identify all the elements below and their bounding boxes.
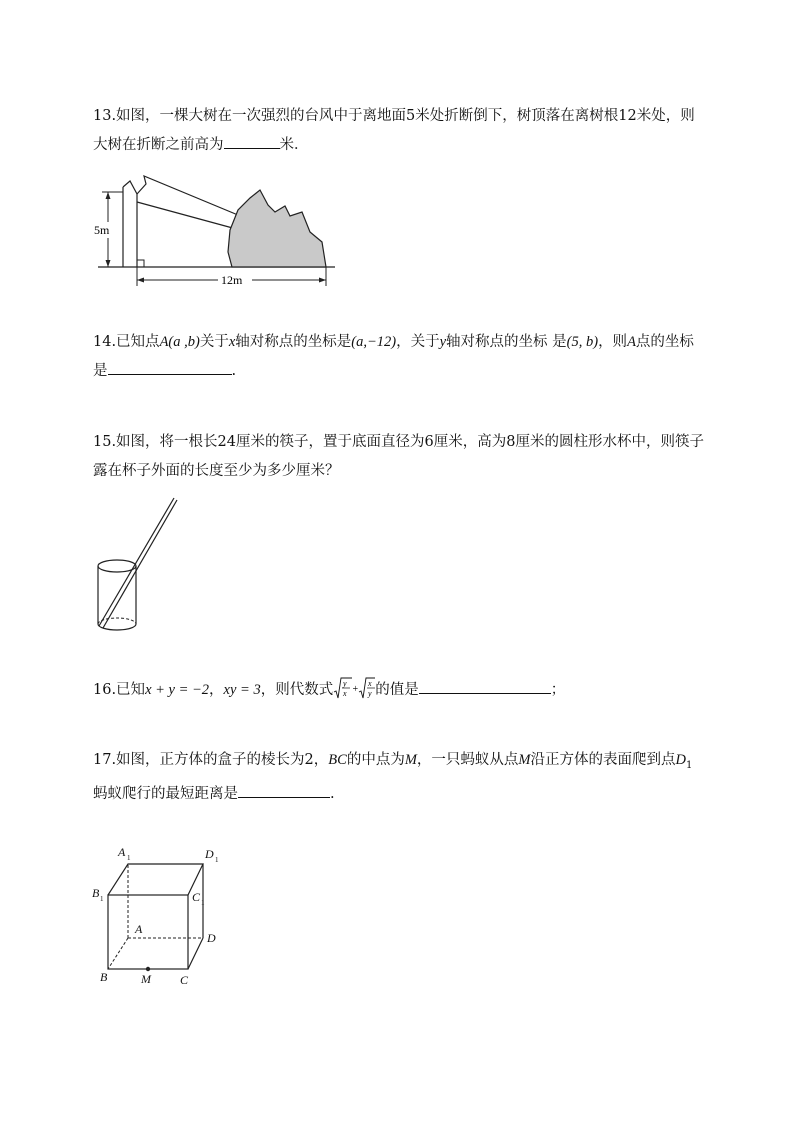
svg-text:+: + — [352, 684, 359, 695]
q15-line1: 15.如图，将一根长24厘米的筷子，置于底面直径为6厘米，高为8厘米的圆柱形水杯中，则筷子 — [93, 434, 704, 450]
svg-text:x: x — [343, 689, 347, 698]
label-D: D — [207, 931, 216, 945]
svg-text:1: 1 — [201, 899, 205, 907]
label-D1: D — [205, 847, 214, 861]
q13-line2: 大树在折断之前高为 米． — [93, 131, 695, 160]
q17-line1: 17.如图，正方体的盒子的棱长为2，BC的中点为M，一只蚂蚁从点M沿正方体的表面爬到点$D_1$ — [93, 752, 693, 771]
svg-text:1: 1 — [127, 854, 131, 862]
q15-line2: 露在杯子外面的长度至少为多少厘米？ — [93, 463, 340, 479]
label-M: M — [141, 972, 151, 986]
label-A1: A — [118, 845, 126, 859]
svg-text:y: y — [343, 679, 347, 688]
svg-text:1: 1 — [215, 856, 219, 864]
q14-line1: 14.已知点A(a ,b)关于x轴对称点的坐标是(a,−12)，关于y轴对称点的坐标 是(5, b)，则A点的坐标 — [93, 334, 694, 350]
distance-label: 12m — [221, 273, 243, 287]
svg-text:x: x — [368, 679, 372, 688]
question-14 — [93, 328, 694, 386]
question-13 — [93, 102, 695, 160]
svg-text:1: 1 — [100, 895, 104, 903]
label-B1: B — [92, 886, 100, 900]
question-15 — [93, 428, 704, 486]
answer-blank — [238, 783, 330, 798]
question-16: 16.已知x + y = −2，xy = 3，则代数式 y x + x y 的值是 ； — [93, 676, 565, 705]
label-A: A — [135, 922, 143, 936]
q13-line1: 13.如图，一棵大树在一次强烈的台风中于离地面5米处折断倒下，树顶落在离树根12米处，则 — [93, 108, 695, 124]
svg-text:y: y — [368, 689, 372, 698]
radical-expression — [333, 676, 375, 702]
answer-blank — [108, 360, 232, 375]
chopstick-cup-figure — [92, 494, 187, 634]
answer-blank — [224, 134, 280, 149]
cube-figure — [88, 838, 238, 990]
q17-line2: 蚂蚁爬行的最短距离是 . — [93, 780, 692, 809]
height-label: 5m — [94, 223, 110, 237]
question-17 — [93, 746, 692, 809]
q14-line2: 是 . — [93, 357, 694, 386]
label-B: B — [100, 970, 108, 984]
label-C: C — [180, 973, 189, 987]
broken-tree-figure — [90, 172, 340, 292]
answer-blank — [419, 679, 551, 694]
label-C1: C — [192, 890, 201, 904]
